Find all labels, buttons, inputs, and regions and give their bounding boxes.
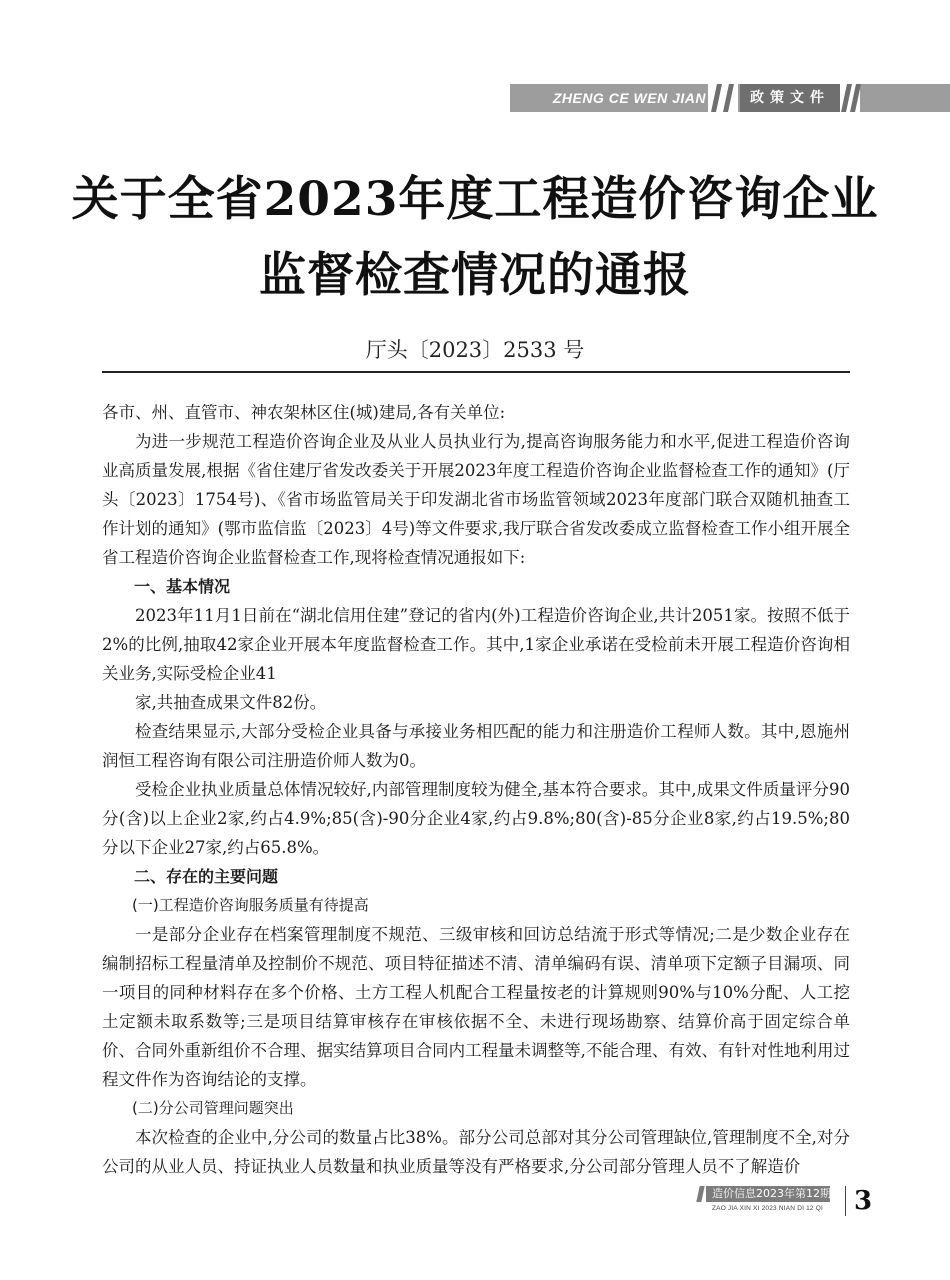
journal-title: 造价信息2023年第12期	[712, 1187, 831, 1200]
section-name-en: ZHENG CE WEN JIAN	[552, 90, 706, 106]
document-title	[60, 162, 890, 314]
intro-paragraph: 为进一步规范工程造价咨询企业及从业人员执业行为,提高咨询服务能力和水平,促进工程造价咨询业高质量发展,根据《省住建厅省发改委关于开展2023年度工程造价咨询企业监督检查工作的通知》(厅头〔2023〕1754号)、《省市场监管局关于印发湖北省市场监管领域2023年度部门联合双随机抽查工作计划的通知》(鄂市监信监〔2023〕4号)等文件要求,我厅联合省发改委成立监督检查工作小组开展全省工程造价咨询企业监督检查工作,现将检查情况通报如下:	[102, 432, 850, 567]
subsection-heading-service-quality: (一)工程造价咨询服务质量有待提高	[132, 896, 369, 914]
paragraph: 家,共抽查成果文件82份。	[135, 693, 327, 712]
section-heading-main-problems: 二、存在的主要问题	[134, 867, 279, 886]
paragraph: 受检企业执业质量总体情况较好,内部管理制度较为健全,基本符合要求。其中,成果文件质量评分90分(含)以上企业2家,约占4.9%;85(含)-90分企业4家,约占9.8%;80(含)-85分企业8家,约占19.5%;80分以下企业27家,约占65.8%。	[102, 780, 850, 857]
paragraph: 一是部分企业存在档案管理制度不规范、三级审核和回访总结流于形式等情况;二是少数企业存在编制招标工程量清单及控制价不规范、项目特征描述不清、清单编码有误、清单项下定额子目漏项、同一项目的同种材料存在多个价格、土方工程人机配合工程量按老的计算规则90%与10%分配、人工挖土定额未取系数等;三是项目结算审核存在审核依据不全、未进行现场勘察、结算价高于固定综合单价、合同外重新组价不合理、据实结算项目合同内工程量未调整等,不能合理、有效、有针对性地利用过程文件作为咨询结论的支撑。	[102, 925, 850, 1089]
title-line-2: 监督检查情况的通报	[259, 248, 691, 303]
journal-pinyin: ZAO JIA XIN XI 2023 NIAN DI 12 QI	[712, 1205, 823, 1212]
header-divider-bars-right	[840, 84, 860, 112]
document-body	[102, 398, 850, 1181]
paragraph: 2023年11月1日前在“湖北信用住建”登记的省内(外)工程造价咨询企业,共计2051家。按照不低于2%的比例,抽取42家企业开展本年度监督检查工作。其中,1家企业承诺在受检前未开展工程造价咨询相关业务,实际受检企业41	[102, 606, 850, 683]
footer-separator	[845, 1186, 846, 1216]
document-number: 厅头〔2023〕2533 号	[365, 338, 585, 362]
section-name-cn: 政策文件	[740, 84, 840, 112]
section-heading-basic-situation: 一、基本情况	[134, 577, 231, 596]
paragraph: 检查结果显示,大部分受检企业具备与承接业务相匹配的能力和注册造价工程师人数。其中,恩施州润恒工程咨询有限公司注册造价师人数为0。	[102, 722, 850, 770]
salutation: 各市、州、直管市、神农架林区住(城)建局,各有关单位:	[102, 403, 506, 422]
subsection-heading-branch-management: (二)分公司管理问题突出	[132, 1099, 294, 1117]
header-divider-bars	[708, 84, 738, 112]
title-rule	[102, 371, 850, 373]
title-line-1: 关于全省2023年度工程造价咨询企业	[71, 172, 879, 227]
page-number: 3	[854, 1186, 873, 1216]
paragraph: 本次检查的企业中,分公司的数量占比38%。部分公司总部对其分公司管理缺位,管理制度不全,对分公司的从业人员、持证执业人员数量和执业质量等没有严格要求,分公司部分管理人员不了解造价	[102, 1128, 850, 1176]
